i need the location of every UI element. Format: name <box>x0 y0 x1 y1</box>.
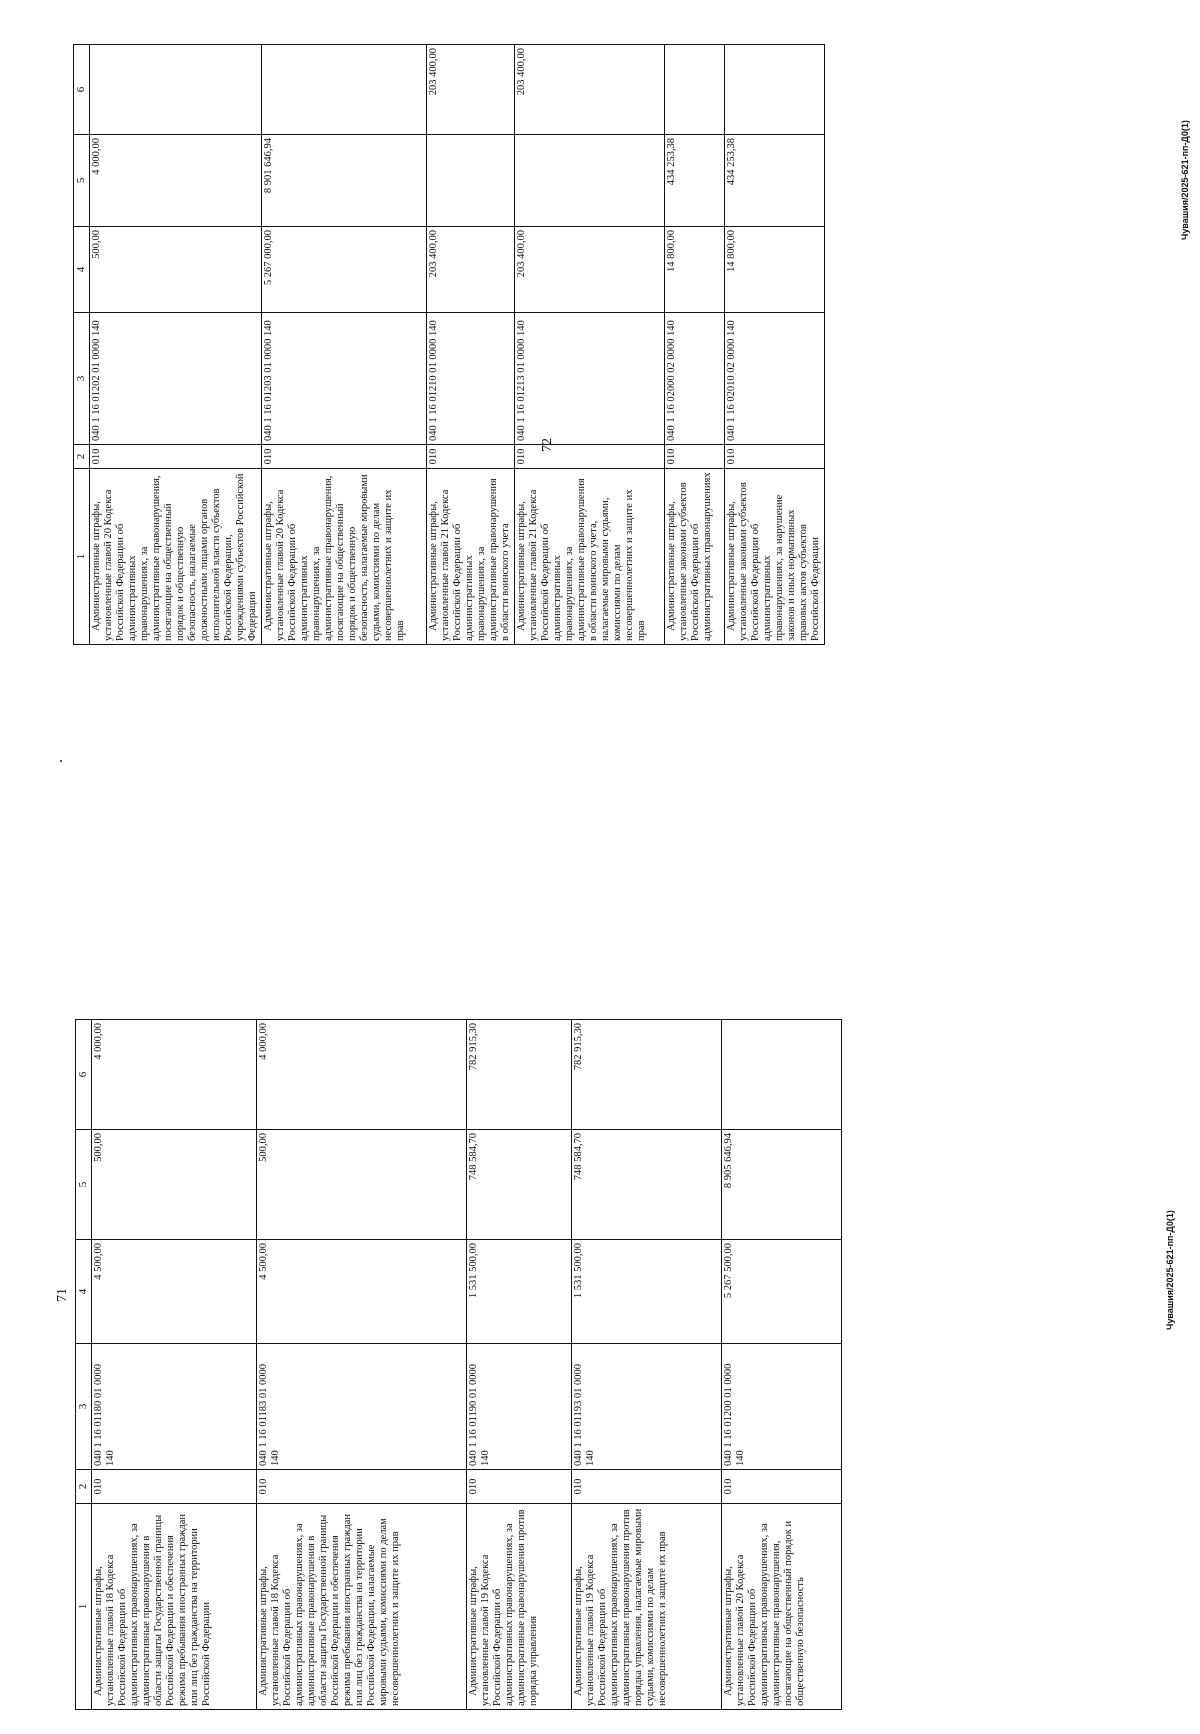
row-value-5: 748 584,70 <box>466 1130 571 1240</box>
row-name: Административные штрафы, установленные законами субъектов Российской Федерации об административных правонарушениях, за нарушение законов и иных нормативных правовых актов субъектов Российской Федерации <box>724 469 824 645</box>
table-row <box>89 45 261 645</box>
row-value-4: 4 500,00 <box>256 1240 466 1344</box>
row-value-4: 4 500,00 <box>91 1240 256 1344</box>
column-header: 2 <box>76 1470 92 1504</box>
column-header: 6 <box>76 1020 92 1130</box>
row-kbk: 040 1 16 01202 01 0000 140 <box>89 313 261 445</box>
table-row <box>724 45 824 645</box>
row-kbk: 040 1 16 01213 01 0000 140 <box>514 313 664 445</box>
row-value-6 <box>261 45 426 135</box>
page-72-rotated-content <box>0 20 1200 870</box>
column-header: 3 <box>76 1344 92 1470</box>
row-code: 010 <box>426 445 514 469</box>
table-row <box>514 45 664 645</box>
row-name: Административные штрафы, установленные законами субъектов Российской Федерации об административных правонарушениях <box>664 469 724 645</box>
row-value-4: 500,00 <box>89 227 261 313</box>
row-code: 010 <box>571 1470 721 1504</box>
row-value-5 <box>426 135 514 227</box>
table-header-row <box>74 45 90 645</box>
row-code: 010 <box>514 445 664 469</box>
column-header: 1 <box>76 1504 92 1710</box>
row-code: 010 <box>724 445 824 469</box>
row-value-6 <box>664 45 724 135</box>
row-name: Административные штрафы, установленные главой 20 Кодекса Российской Федерации об административных правонарушениях, за административные правонарушения, посягающие на общественный порядок и общественную безопасность <box>721 1504 841 1710</box>
row-name: Административные штрафы, установленные главой 20 Кодекса Российской Федерации об административных правонарушениях, за административные правонарушения, посягающие на общественный порядок и общественную безопасность, налагаемые мировыми судьями, комиссиями по делам несовершеннолетних и защите их прав <box>261 469 426 645</box>
row-value-4: 1 531 500,00 <box>466 1240 571 1344</box>
row-kbk: 040 1 16 01200 01 0000 140 <box>721 1344 841 1470</box>
column-header: 6 <box>74 45 90 135</box>
table-header-row <box>76 1020 92 1710</box>
row-value-6: 203 400,00 <box>514 45 664 135</box>
scan-speck <box>60 760 62 762</box>
row-name: Административные штрафы, установленные главой 18 Кодекса Российской Федерации об административных правонарушениях, за административные правонарушения в области защиты Государственной границы Российской Федерации и обеспечения режима пребывания иностранных граждан или лиц без гражданства на территории Российской Федерации <box>91 1504 256 1710</box>
row-code: 010 <box>664 445 724 469</box>
row-value-6: 782 915,30 <box>571 1020 721 1130</box>
row-value-5: 500,00 <box>91 1130 256 1240</box>
row-kbk: 040 1 16 01190 01 0000 140 <box>466 1344 571 1470</box>
row-value-6: 203 400,00 <box>426 45 514 135</box>
row-value-4: 5 267 000,00 <box>261 227 426 313</box>
row-kbk: 040 1 16 01193 01 0000 140 <box>571 1344 721 1470</box>
column-header: 4 <box>74 227 90 313</box>
row-value-5: 4 000,00 <box>89 135 261 227</box>
row-code: 010 <box>89 445 261 469</box>
row-value-5: 434 253,38 <box>664 135 724 227</box>
row-value-6 <box>724 45 824 135</box>
row-value-4: 5 267 500,00 <box>721 1240 841 1344</box>
row-value-5: 500,00 <box>256 1130 466 1240</box>
table-row <box>664 45 724 645</box>
row-value-5: 8 905 646,94 <box>721 1130 841 1240</box>
row-kbk: 040 1 16 02000 02 0000 140 <box>664 313 724 445</box>
column-header: 3 <box>74 313 90 445</box>
row-kbk: 040 1 16 02010 02 0000 140 <box>724 313 824 445</box>
row-value-6 <box>89 45 261 135</box>
page-71 <box>0 870 1200 1720</box>
row-value-6 <box>721 1020 841 1130</box>
row-value-4: 203 400,00 <box>514 227 664 313</box>
row-value-4: 1 531 500,00 <box>571 1240 721 1344</box>
row-code: 010 <box>721 1470 841 1504</box>
row-code: 010 <box>256 1470 466 1504</box>
row-name: Административные штрафы, установленные главой 21 Кодекса Российской Федерации об административных правонарушениях, за административные правонарушения в области воинского учета <box>426 469 514 645</box>
row-name: Административные штрафы, установленные главой 20 Кодекса Российской Федерации об административных правонарушениях, за административные правонарушения, посягающие на общественный порядок и общественную безопасность, налагаемые должностными лицами органов исполнительной власти субъектов Российской Федерации, учреждениями субъектов Российской Федерации <box>89 469 261 645</box>
row-value-5 <box>514 135 664 227</box>
document-footer: Чувашия/2025-621-пп-Д0(1) <box>1180 120 1190 240</box>
row-code: 010 <box>466 1470 571 1504</box>
row-value-4: 14 800,00 <box>724 227 824 313</box>
row-kbk: 040 1 16 01210 01 0000 140 <box>426 313 514 445</box>
row-value-5: 748 584,70 <box>571 1130 721 1240</box>
column-header: 2 <box>74 445 90 469</box>
column-header: 5 <box>74 135 90 227</box>
page-number: 72 <box>540 438 555 452</box>
page-72 <box>0 20 1200 870</box>
table-row <box>571 1020 721 1710</box>
row-kbk: 040 1 16 01183 01 0000 140 <box>256 1344 466 1470</box>
row-value-6: 782 915,30 <box>466 1020 571 1130</box>
row-value-4: 14 800,00 <box>664 227 724 313</box>
page-number: 71 <box>55 1288 70 1302</box>
row-kbk: 040 1 16 01180 01 0000 140 <box>91 1344 256 1470</box>
table-row <box>721 1020 841 1710</box>
table-row <box>466 1020 571 1710</box>
row-kbk: 040 1 16 01203 01 0000 140 <box>261 313 426 445</box>
table-row <box>426 45 514 645</box>
document-footer: Чувашия/2025-621-пп-Д0(1) <box>1165 1210 1175 1330</box>
row-code: 010 <box>91 1470 256 1504</box>
row-value-4: 203 400,00 <box>426 227 514 313</box>
column-header: 4 <box>76 1240 92 1344</box>
row-name: Административные штрафы, установленные главой 19 Кодекса Российской Федерации об административных правонарушениях, за административные правонарушения против порядка управления, налагаемые мировыми судьями, комиссиями по делам несовершеннолетних и защите их прав <box>571 1504 721 1710</box>
row-value-5: 434 253,38 <box>724 135 824 227</box>
row-value-6: 4 000,00 <box>91 1020 256 1130</box>
table-row <box>261 45 426 645</box>
row-code: 010 <box>261 445 426 469</box>
table-row <box>91 1020 256 1710</box>
revenue-table <box>75 1019 842 1710</box>
row-value-5: 8 901 646,94 <box>261 135 426 227</box>
row-name: Административные штрафы, установленные главой 18 Кодекса Российской Федерации об административных правонарушениях, за административные правонарушения в области защиты Государственной границы Российской Федерации и обеспечения режима пребывания иностранных граждан или лиц без гражданства на территории Российской Федерации, налагаемые мировыми судьями, комиссиями по делам несовершеннолетних и защите их прав <box>256 1504 466 1710</box>
column-header: 5 <box>76 1130 92 1240</box>
column-header: 1 <box>74 469 90 645</box>
row-name: Административные штрафы, установленные главой 19 Кодекса Российской Федерации об административных правонарушениях, за административные правонарушения против порядка управления <box>466 1504 571 1710</box>
row-name: Административные штрафы, установленные главой 21 Кодекса Российской Федерации об административных правонарушениях, за административные правонарушения в области воинского учета, налагаемые мировыми судьями, комиссиями по делам несовершеннолетних и защите их прав <box>514 469 664 645</box>
table-row <box>256 1020 466 1710</box>
revenue-table <box>73 44 825 645</box>
page-71-rotated-content <box>0 870 1200 1720</box>
row-value-6: 4 000,00 <box>256 1020 466 1130</box>
